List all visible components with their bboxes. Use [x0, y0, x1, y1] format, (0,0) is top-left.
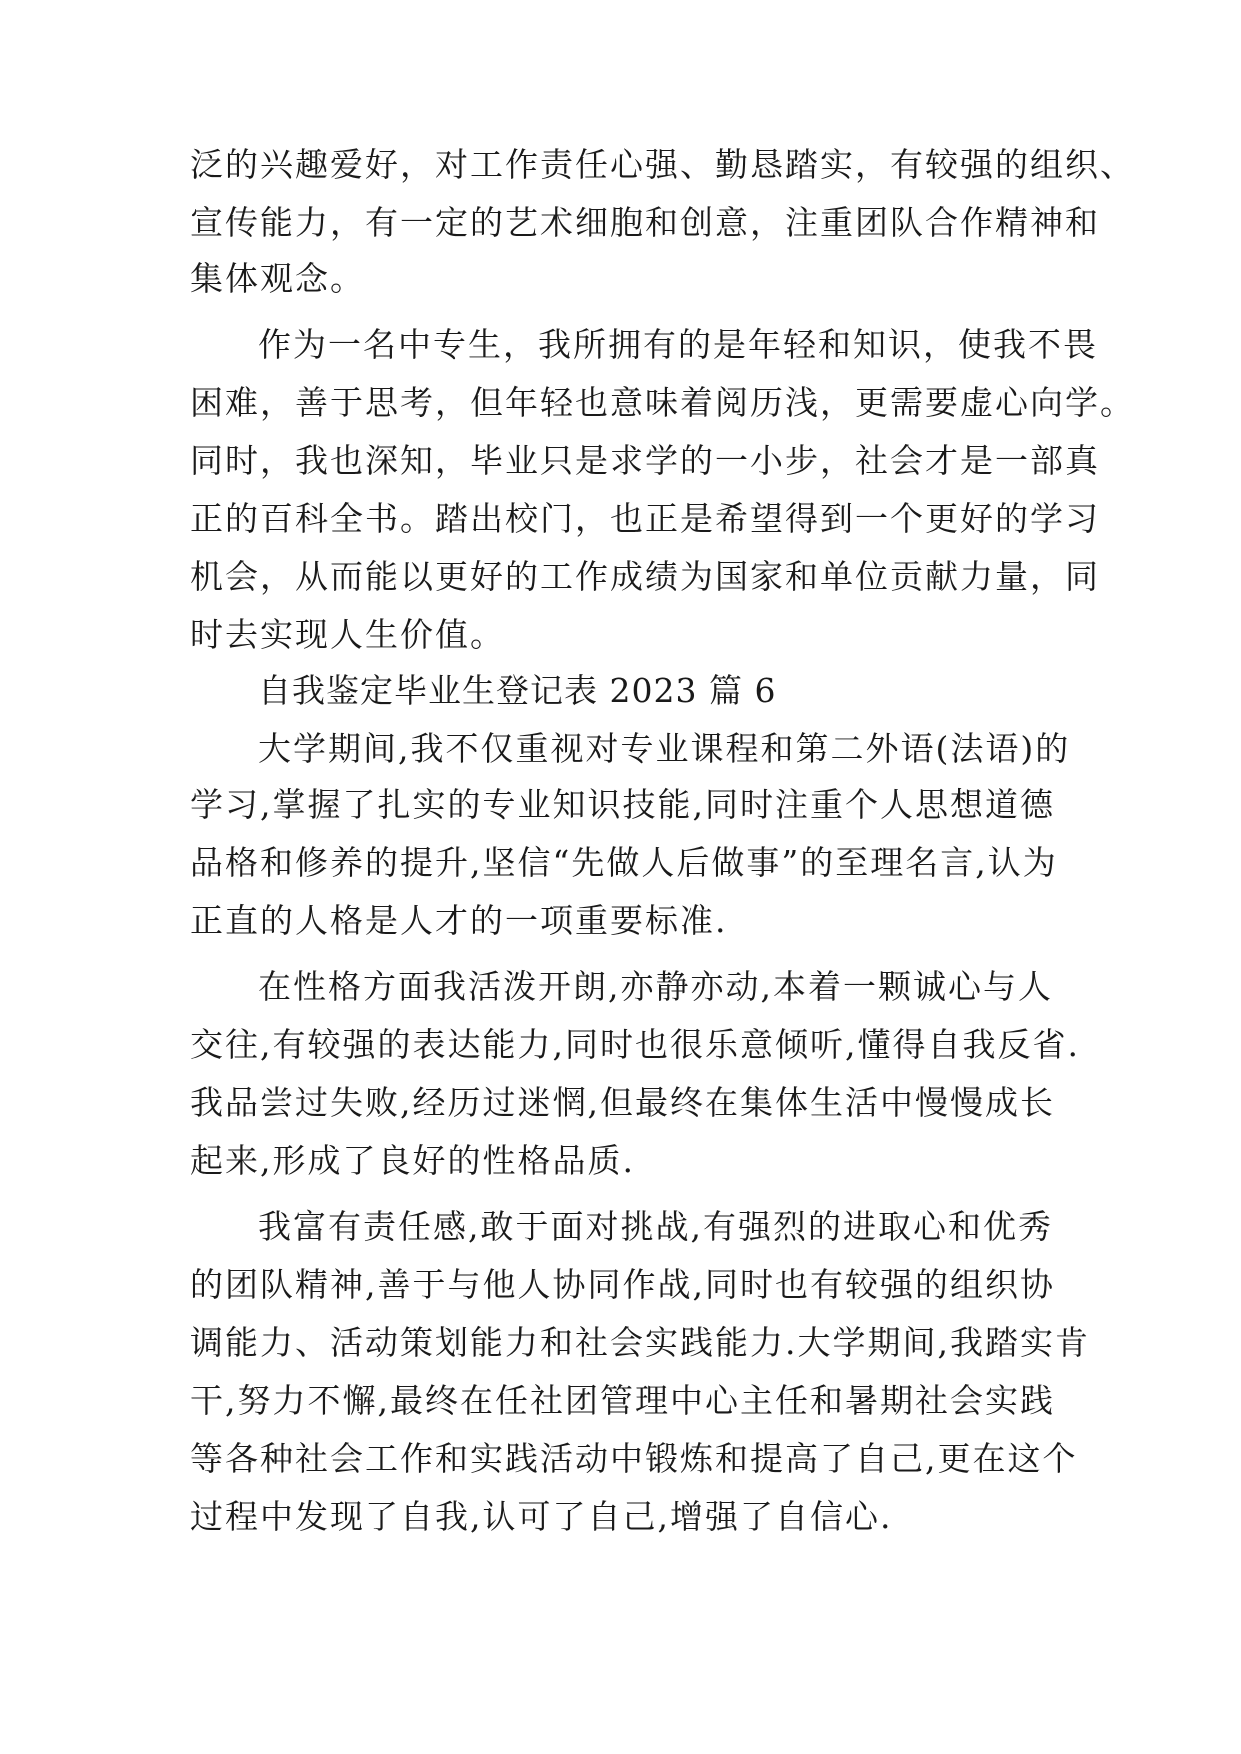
- text-line: 的团队精神,善于与他人协同作战,同时也有较强的组织协: [190, 1265, 1055, 1304]
- text-line: 困难，善于思考，但年轻也意味着阅历浅，更需要虚心向学。: [190, 383, 1135, 422]
- text-line: 时去实现人生价值。: [190, 615, 505, 654]
- text-line: 我品尝过失败,经历过迷惘,但最终在集体生活中慢慢成长: [190, 1083, 1055, 1122]
- text-line: 正直的人格是人才的一项重要标准.: [190, 901, 728, 940]
- text-line: 宣传能力，有一定的艺术细胞和创意，注重团队合作精神和: [190, 203, 1100, 242]
- text-line: 大学期间,我不仅重视对专业课程和第二外语(法语)的: [258, 729, 1071, 768]
- text-line: 等各种社会工作和实践活动中锻炼和提高了自己,更在这个: [190, 1439, 1078, 1478]
- text-line: 在性格方面我活泼开朗,亦静亦动,本着一颗诚心与人: [258, 967, 1053, 1006]
- text-line: 正的百科全书。踏出校门，也正是希望得到一个更好的学习: [190, 499, 1100, 538]
- text-line: 集体观念。: [190, 259, 365, 298]
- text-line: 学习,掌握了扎实的专业知识技能,同时注重个人思想道德: [190, 785, 1055, 824]
- text-line: 过程中发现了自我,认可了自己,增强了自信心.: [190, 1497, 893, 1536]
- text-line: 干,努力不懈,最终在任社团管理中心主任和暑期社会实践: [190, 1381, 1055, 1420]
- text-line: 调能力、活动策划能力和社会实践能力.大学期间,我踏实肯: [190, 1323, 1090, 1362]
- text-line: 我富有责任感,敢于面对挑战,有强烈的进取心和优秀: [258, 1207, 1053, 1246]
- text-line: 机会，从而能以更好的工作成绩为国家和单位贡献力量，同: [190, 557, 1100, 596]
- text-line: 品格和修养的提升,坚信“先做人后做事”的至理名言,认为: [190, 843, 1058, 882]
- text-line: 同时，我也深知，毕业只是求学的一小步，社会才是一部真: [190, 441, 1100, 480]
- text-line: 起来,形成了良好的性格品质.: [190, 1141, 635, 1180]
- section-heading: 自我鉴定毕业生登记表 2023 篇 6: [258, 671, 777, 710]
- text-line: 作为一名中专生，我所拥有的是年轻和知识，使我不畏: [258, 325, 1098, 364]
- text-line: 泛的兴趣爱好，对工作责任心强、勤恳踏实，有较强的组织、: [190, 145, 1135, 184]
- text-line: 交往,有较强的表达能力,同时也很乐意倾听,懂得自我反省.: [190, 1025, 1080, 1064]
